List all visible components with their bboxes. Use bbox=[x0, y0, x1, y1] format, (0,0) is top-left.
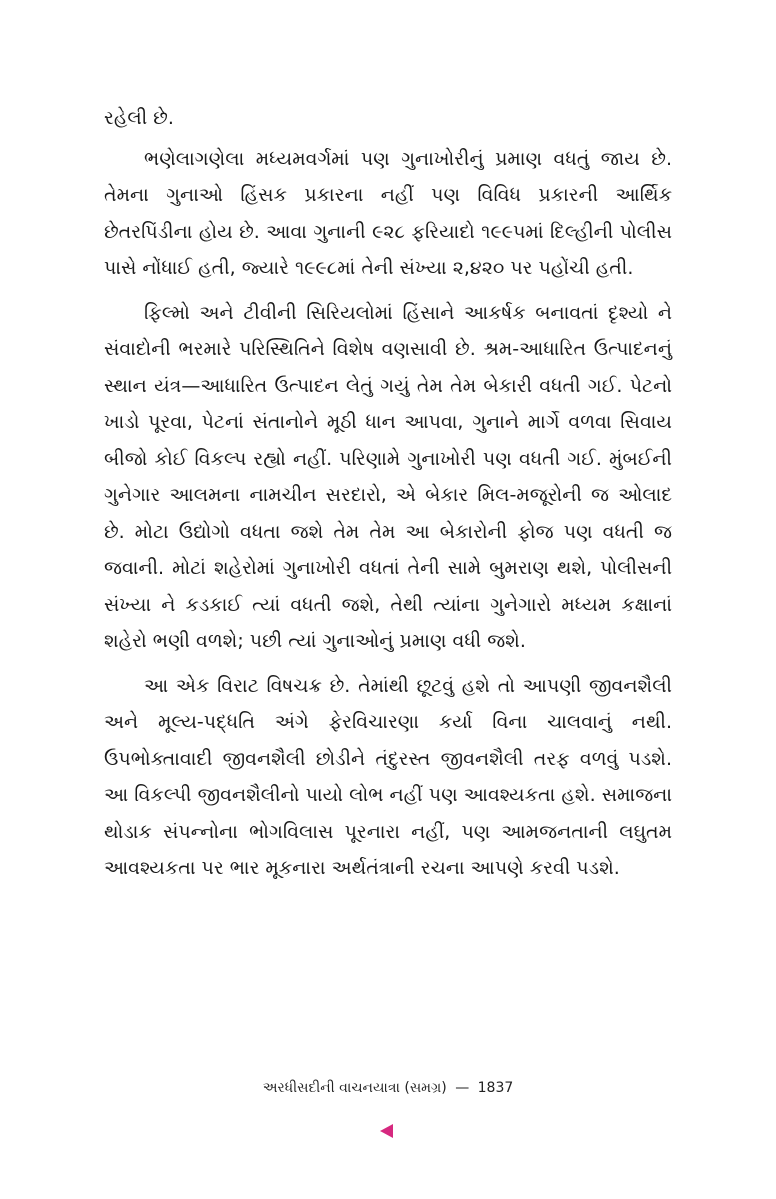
paragraph: આ એક વિરાટ વિષચક્ર છે. તેમાંથી છૂટવું હશે તો આપણી જીવનશૈલી અને મૂલ્ય-પદ્ધતિ અંગે ફેરવિચારણા કર્યા વિના ચાલવાનું નથી. ઉપભોક્તાવાદી જીવનશૈલી છોડીને તંદુરસ્ત જીવનશૈલી તરફ વળવું પડશે. આ વિકલ્પી જીવનશૈલીનો પાયો લોભ નહીં પણ આવશ્યકતા હશે. સમાજના થોડાક સંપન્નોના ભોગવિલાસ પૂરનારા નહીં, પણ આમજનતાની લઘુતમ આવશ્યકતા પર ભાર મૂકનારા અર્થતંત્રાની રચના આપણે કરવી પડશે. bbox=[104, 674, 672, 879]
paragraph: ભણેલાગણેલા મધ્યમવર્ગમાં પણ ગુનાખોરીનું પ્રમાણ વધતું જાય છે. તેમના ગુનાઓ હિંસક પ્રકારના નહીં પણ વિવિધ પ્રકારની આર્થિક છેતરપિંડીના હોય છે. આવા ગુનાની ૯૨૮ ફરિયાદો ૧૯૯૫માં દિલ્હીની પોલીસ પાસે નોંધાઈ હતી, જ્યારે ૧૯૯૮માં તેની સંખ્યા ૨,૪૨૦ પર પહોંચી હતી. bbox=[104, 147, 672, 279]
page-body bbox=[104, 100, 672, 895]
book-title: અરધીસદીની વાચનયાત્રા (સમગ્ર) bbox=[262, 1080, 447, 1096]
previous-page-arrow-icon[interactable] bbox=[380, 1124, 393, 1138]
footer-separator: — bbox=[455, 1080, 470, 1096]
page-footer bbox=[0, 1080, 776, 1096]
page-number: 1837 bbox=[477, 1080, 514, 1096]
paragraph-continuation: રહેલી છે. bbox=[104, 107, 174, 129]
paragraph: ફિલ્મો અને ટીવીની સિરિયલોમાં હિંસાને આકર્ષક બનાવતાં દૃશ્યો ને સંવાદોની ભરમારે પરિસ્થિતિને વિશેષ વણસાવી છે. શ્રમ-આધારિત ઉત્પાદનનું સ્થાન યંત્ર—આધારિત ઉત્પાદન લેતું ગયું તેમ તેમ બેકારી વધતી ગઈ. પેટનો ખાડો પૂરવા, પેટનાં સંતાનોને મૂઠી ધાન આપવા, ગુનાને માર્ગે વળવા સિવાય બીજો કોઈ વિકલ્પ રહ્યો નહીં. પરિણામે ગુનાખોરી પણ વધતી ગઈ. મુંબઈની ગુનેગાર આલમના નામચીન સરદારો, એ બેકાર મિલ-મજૂરોની જ ઓલાદ છે. મોટા ઉદ્યોગો વધતા જશે તેમ તેમ આ બેકારોની ફોજ પણ વધતી જ જવાની. મોટાં શહેરોમાં ગુનાખોરી વધતાં તેની સામે બુમરાણ થશે, પોલીસની સંખ્યા ને કડકાઈ ત્યાં વધતી જશે, તેથી ત્યાંના ગુનેગારો મધ્યમ કક્ષાનાં શહેરો ભણી વળશે; પછી ત્યાં ગુનાઓનું પ્રમાણ વધી જશે. bbox=[104, 301, 672, 652]
